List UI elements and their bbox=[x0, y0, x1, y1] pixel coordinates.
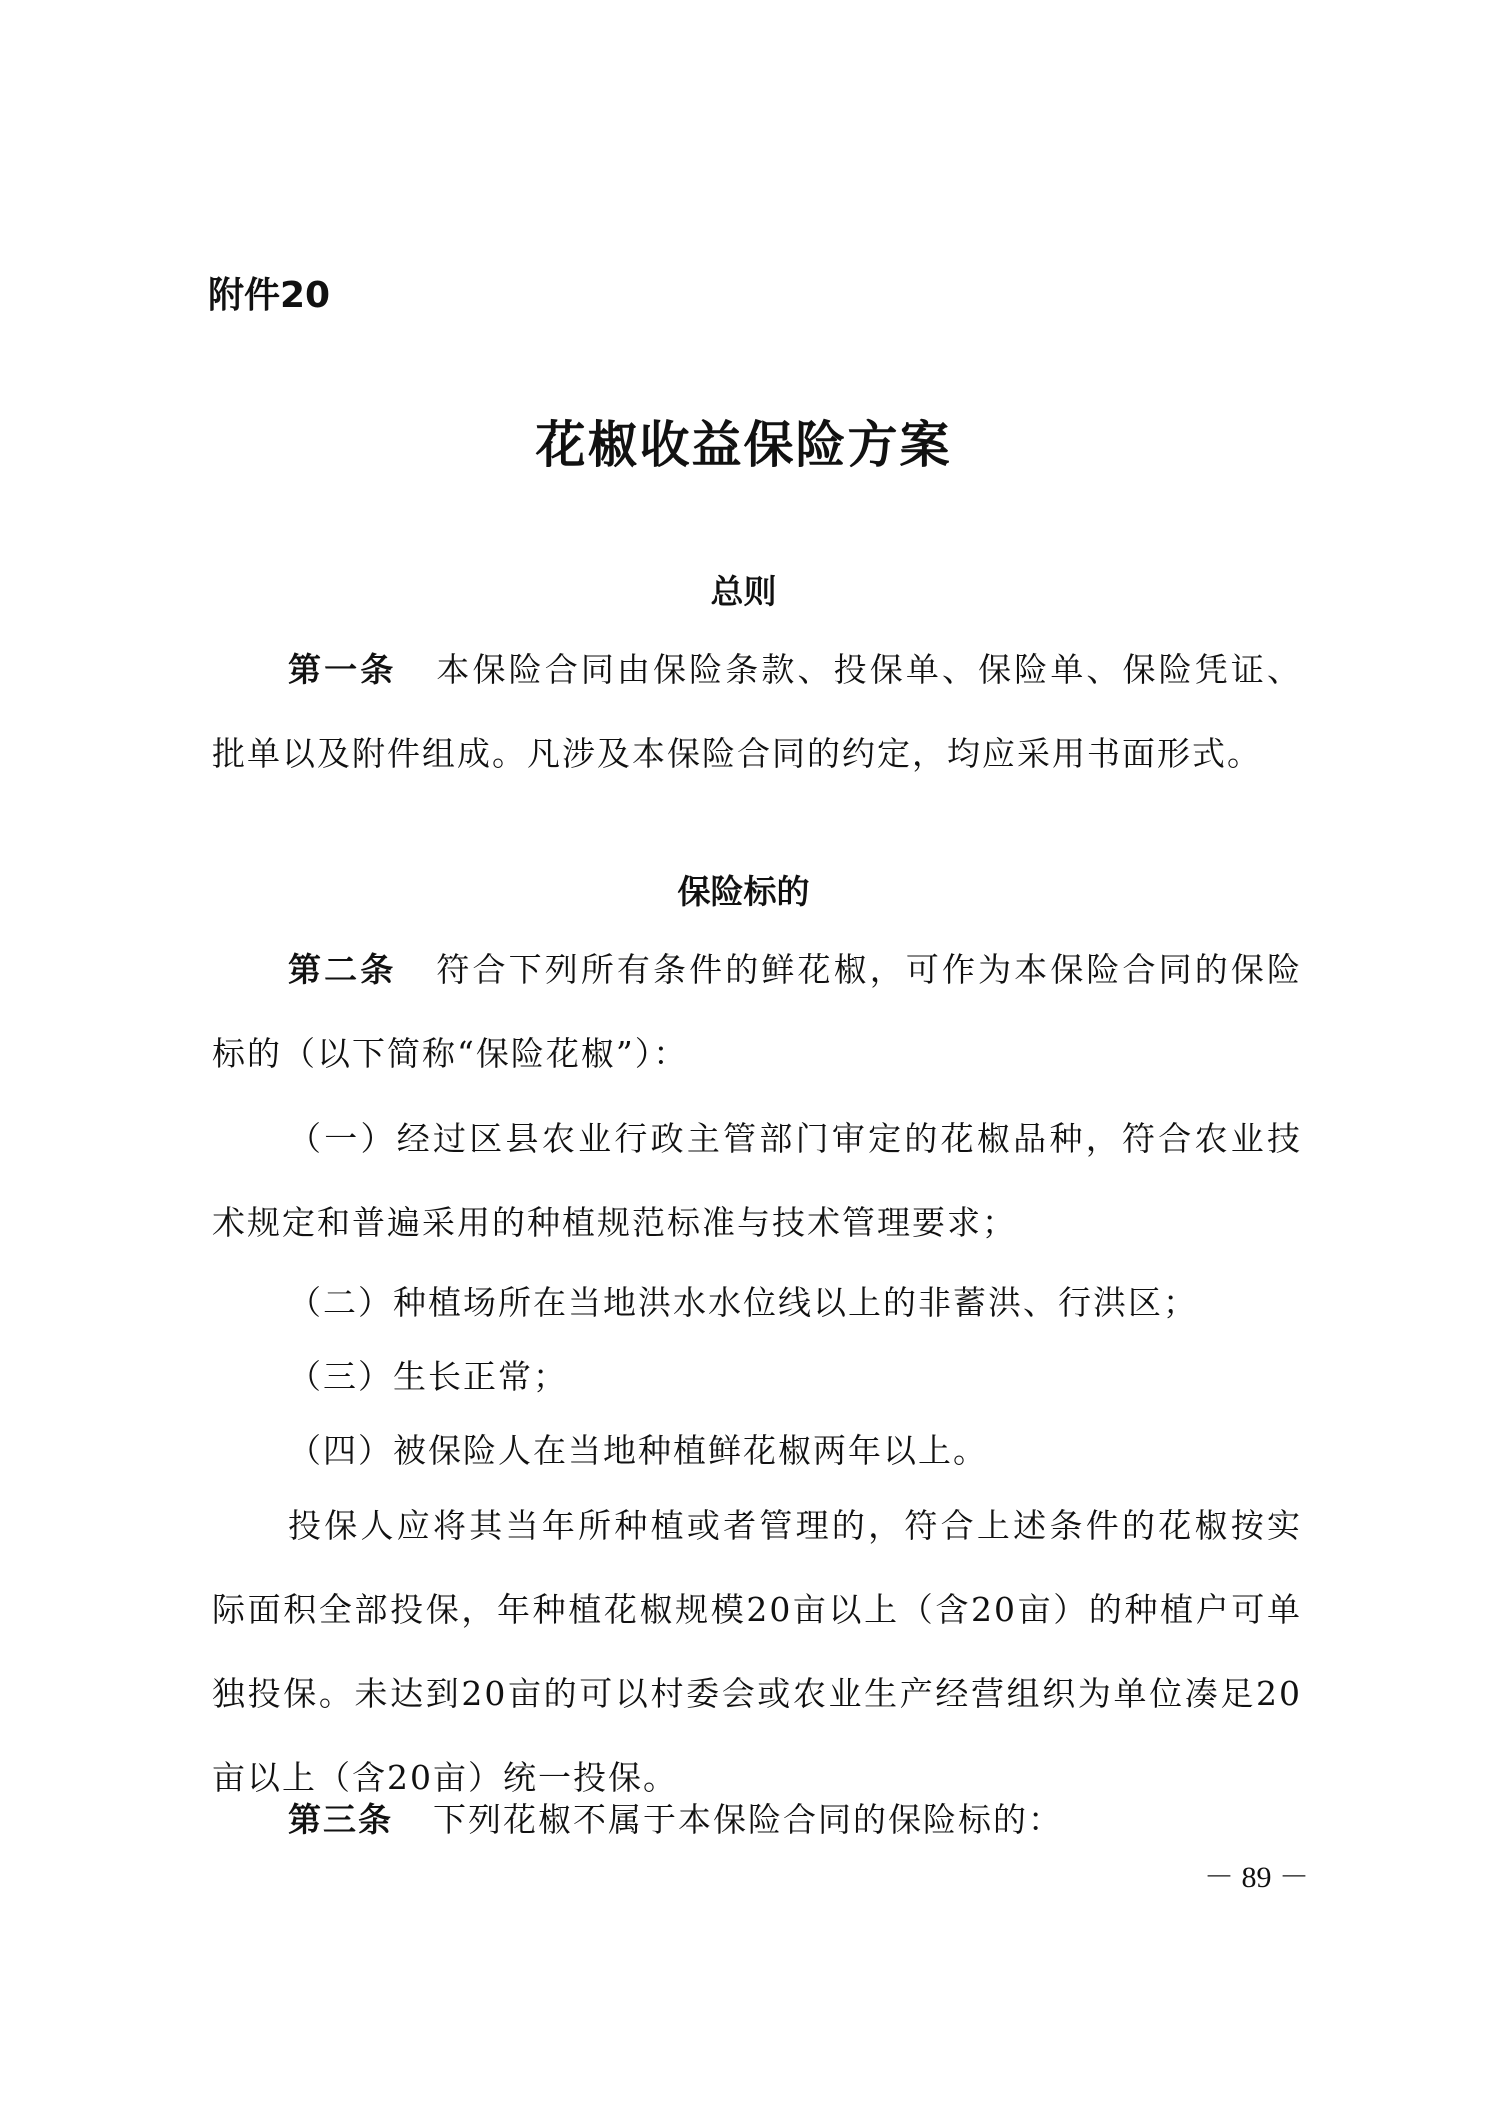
article-1 bbox=[212, 628, 1302, 796]
insure-paragraph: 投保人应将其当年所种植或者管理的，符合上述条件的花椒按实际面积全部投保，年种植花椒规模20亩以上（含20亩）的种植户可单独投保。未达到20亩的可以村委会或农业生产经营组织为单位凑足20亩以上（含20亩）统一投保。 bbox=[212, 1506, 1302, 1797]
article-2 bbox=[212, 928, 1302, 1096]
section-heading-general: 总则 bbox=[710, 572, 777, 611]
list-item: （一）经过区县农业行政主管部门审定的花椒品种，符合农业技术规定和普遍采用的种植规范标准与技术管理要求； bbox=[212, 1119, 1302, 1242]
article-2-number: 第二条 bbox=[288, 950, 397, 989]
section-heading-subject: 保险标的 bbox=[677, 872, 810, 911]
document-title: 花椒收益保险方案 bbox=[535, 415, 952, 474]
article-3-number: 第三条 bbox=[288, 1800, 393, 1839]
article-1-text: 本保险合同由保险条款、投保单、保险单、保险凭证、批单以及附件组成。凡涉及本保险合同的约定，均应采用书面形式。 bbox=[212, 650, 1303, 773]
article-3-text: 下列花椒不属于本保险合同的保险标的： bbox=[433, 1800, 1063, 1839]
list-item: （二）种植场所在当地洪水水位线以上的非蓄洪、行洪区； bbox=[288, 1283, 1198, 1322]
article-3 bbox=[212, 1778, 1302, 1862]
list-item: （三）生长正常； bbox=[288, 1357, 568, 1396]
page-number: － 89 － bbox=[1204, 1861, 1309, 1894]
article-2-text: 符合下列所有条件的鲜花椒，可作为本保险合同的保险标的（以下简称“保险花椒”）： bbox=[212, 950, 1303, 1073]
list-item: （四）被保险人在当地种植鲜花椒两年以上。 bbox=[288, 1431, 988, 1470]
annex-label: 附件20 bbox=[208, 275, 331, 316]
article-1-number: 第一条 bbox=[288, 650, 397, 689]
